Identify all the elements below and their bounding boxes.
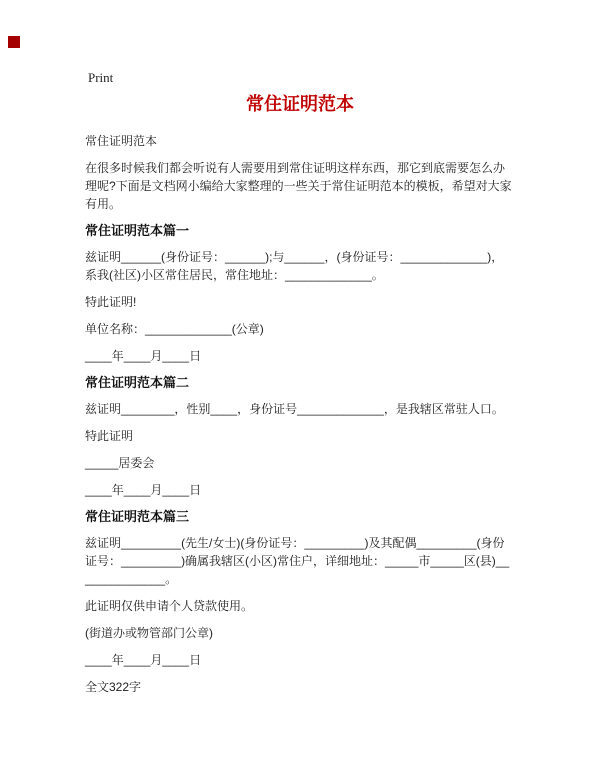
section-3-paragraph: ____年____月____日 — [85, 653, 202, 667]
section-1-paragraph: 特此证明! — [85, 295, 137, 309]
red-square-marker — [8, 36, 20, 48]
section-3-paragraph: (街道办或物管部门公章) — [85, 626, 213, 640]
section-1-paragraph: 单位名称：_____________(公章) — [85, 322, 264, 336]
word-count-label: 全文322字 — [85, 680, 142, 694]
section-1-paragraph: 兹证明______(身份证号：______);与______，(身份证号：_____________)，系我(社区)小区常住居民，常住地址：_____________。 — [85, 250, 504, 282]
intro-paragraph: 在很多时候我们都会听说有人需要用到常住证明这样东西，那它到底需要怎么办理呢?下面是文档网小编给大家整理的一些关于常住证明范本的模板，希望对大家有用。 — [85, 161, 512, 211]
section-1-heading: 常住证明范本篇一 — [85, 223, 190, 238]
section-3-paragraph: 此证明仅供申请个人贷款使用。 — [85, 599, 254, 613]
document-body — [85, 93, 515, 705]
section-3-paragraph: 兹证明_________(先生/女士)(身份证号：_________)及其配偶_________(身份证号：_________)确属我辖区(小区)常住户，详细地址：_____市_____区(县)______________。 — [85, 536, 510, 586]
section-3-heading: 常住证明范本篇三 — [85, 509, 190, 524]
section-2-heading: 常住证明范本篇二 — [85, 375, 190, 390]
section-2-paragraph: _____居委会 — [85, 456, 155, 470]
section-2-paragraph: 兹证明________，性别____，身份证号_____________，是我辖区常驻人口。 — [85, 402, 504, 416]
page-title: 常住证明范本 — [246, 94, 354, 114]
section-2-paragraph: ____年____月____日 — [85, 483, 202, 497]
print-button[interactable]: Print — [88, 70, 114, 85]
section-2-paragraph: 特此证明 — [85, 429, 134, 443]
section-1-paragraph: ____年____月____日 — [85, 349, 202, 363]
document-subtitle: 常住证明范本 — [85, 134, 158, 148]
